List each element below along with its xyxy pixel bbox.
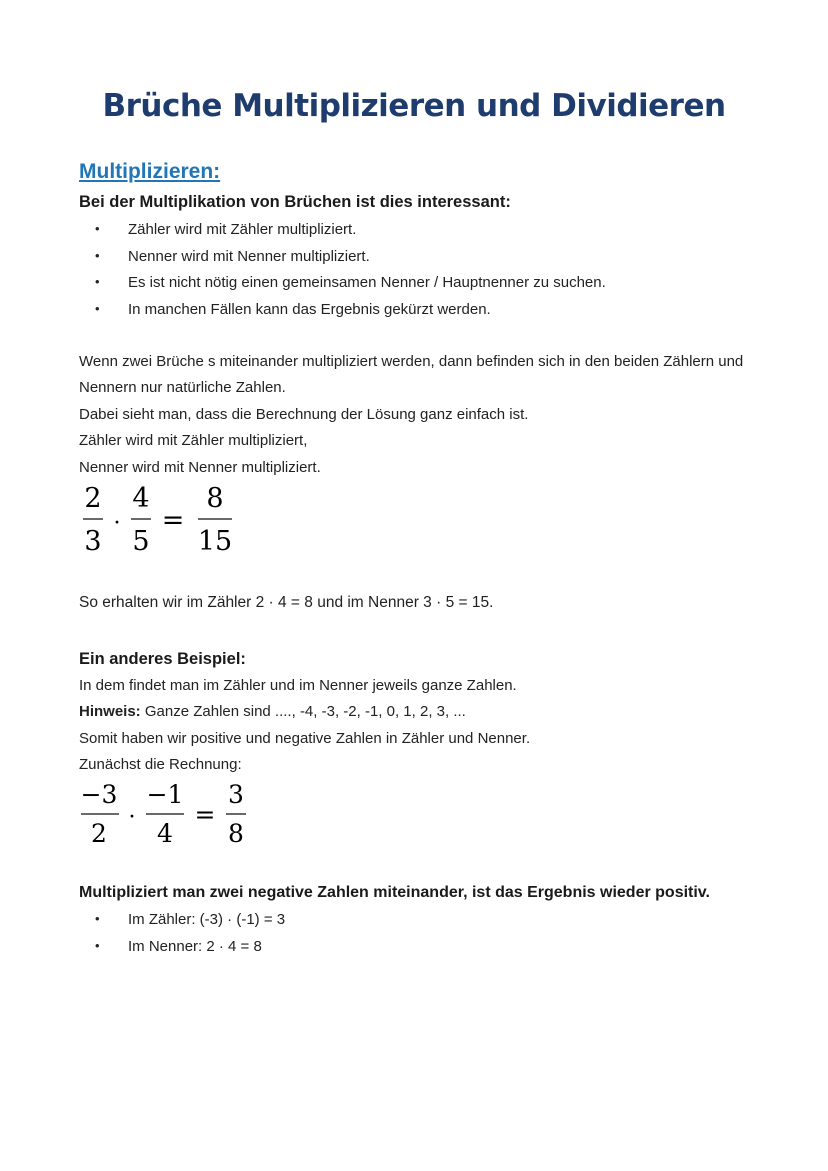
multiply-operator: · (128, 805, 136, 830)
example-line: Zunächst die Rechnung: (79, 756, 242, 773)
bullet-icon: • (95, 937, 100, 953)
fraction-denominator: 15 (197, 526, 233, 557)
fraction-numerator: −3 (80, 780, 118, 809)
conclusion-line: Multipliziert man zwei negative Zahlen miteinander, ist das Ergebnis wieder positiv. (79, 884, 710, 901)
hint-line (79, 703, 466, 720)
paragraph-line: Wenn zwei Brüche s miteinander multipliziert werden, dann befinden sich in den beiden Zählern und (79, 353, 744, 370)
fraction-denominator: 2 (91, 819, 107, 848)
result-line: So erhalten wir im Zähler 2 · 4 = 8 und im Nenner 3 · 5 = 15. (79, 594, 494, 611)
intro-line: Bei der Multiplikation von Brüchen ist dies interessant: (79, 193, 511, 211)
document-page: Brüche Multiplizieren und Dividieren Multiplizieren: Bei der Multiplikation von Brüchen ist dies interessant: • Zähler wird mit Zähler multipliziert. • Nenner wird mit Nenner multipliziert. • Es ist nicht nötig einen gemeinsamen Nenner / Hauptnenner zu suchen. • In manchen Fällen kann das Ergebnis gekürzt werden. Wenn zwei Brüche s miteinander multipliziert werden, dann befinden sich in den beiden Zählern und Nennern nur natürliche Zahlen. Dabei sieht man, dass die Berechnung der Lösung ganz einfach ist. Zähler wird mit Zähler multipliziert, Nenner wird mit Nenner multipliziert. 2 3 · 4 5 = 8 15 So erhalten wir im Zähler 2 · 4 = 8 und im Nenner 3 · 5 = 15. Ein anderes Beispiel: In dem findet man im Zähler und im Nenner jeweils ganze Zahlen. Hinweis: Ganze Zahlen sind ...., -4, -3, -2, -1, 0, 1, 2, 3, ... Somit haben wir positive und negative Zahlen in Zähler und Nenner. Zunächst die Rechnung: −3 2 · −1 4 = 3 8 Multipliziert man zwei negative Zahlen miteinander, ist das Ergebnis wieder positiv. • Im Zähler: (-3) · (-1) = 3 • Im Nenner: 2 · 4 = 8 (0, 0, 828, 1171)
equals-sign: = (194, 800, 216, 829)
paragraph-line: Zähler wird mit Zähler multipliziert, (79, 432, 308, 449)
paragraph-line: Nennern nur natürliche Zahlen. (79, 379, 286, 396)
equals-sign: = (161, 505, 185, 536)
bullet-icon: • (95, 221, 100, 236)
example-line: In dem findet man im Zähler und im Nenner jeweils ganze Zahlen. (79, 677, 517, 694)
fraction-numerator: 8 (206, 483, 224, 514)
bullet-icon: • (95, 911, 100, 926)
bullet-icon: • (95, 300, 100, 316)
page-title: Brüche Multiplizieren und Dividieren (102, 88, 726, 124)
fraction-numerator: 4 (132, 483, 150, 514)
fraction-numerator: 2 (84, 483, 102, 514)
formula-neg3-2-times-neg1-4 (79, 776, 259, 860)
multiply-operator: · (113, 511, 121, 536)
hint-label: Hinweis: (79, 703, 141, 720)
example-line: Somit haben wir positive und negative Zahlen in Zähler und Nenner. (79, 730, 531, 747)
fraction-numerator: −1 (146, 780, 184, 809)
bullet-icon: • (95, 274, 100, 289)
paragraph-line: Dabei sieht man, dass die Berechnung der Lösung ganz einfach ist. (79, 406, 529, 423)
fraction-numerator: 3 (228, 780, 244, 809)
fraction-denominator: 4 (157, 819, 173, 848)
section-heading-multiplizieren: Multiplizieren: (79, 160, 221, 183)
fraction-denominator: 5 (132, 526, 150, 557)
example-heading: Ein anderes Beispiel: (79, 650, 246, 668)
fraction-denominator: 8 (228, 819, 244, 848)
paragraph-line: Nenner wird mit Nenner multipliziert. (79, 459, 321, 476)
hint-text: Ganze Zahlen sind ...., -4, -3, -2, -1, 0, 1, 2, 3, ... (140, 703, 466, 720)
fraction-denominator: 3 (84, 526, 102, 557)
formula-2-3-times-4-5 (79, 480, 249, 564)
bullet-icon: • (95, 247, 100, 263)
